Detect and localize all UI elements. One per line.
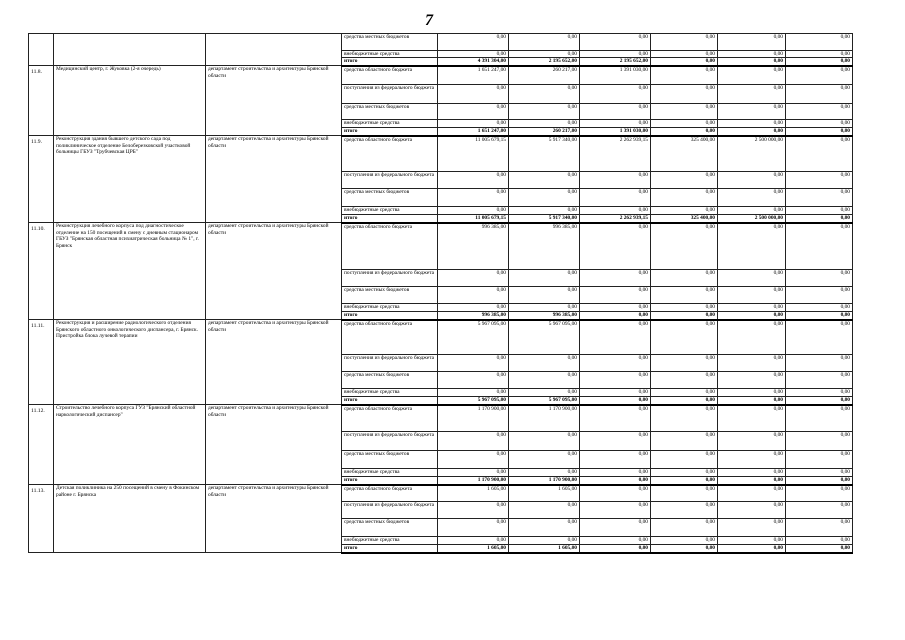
funding-source: средства областного бюджета <box>342 405 438 432</box>
item-name: Реконструкция здания бывшего детского сада под поликлиническое отделение Белоберезковской участковой больницы ГБУЗ "Трубчевская ЦРБ" <box>54 136 206 223</box>
amount-cell: 0,00 <box>718 223 786 270</box>
funding-source: средства местных бюджетов <box>342 372 438 389</box>
item-name: Детская поликлиника на 250 посещений в смену в Фокинском районе г. Брянска <box>54 485 206 553</box>
amount-cell: 1 605,00 <box>509 485 580 502</box>
amount-cell: 0,00 <box>718 372 786 389</box>
amount-cell: 0,00 <box>438 51 509 58</box>
amount-cell: 0,00 <box>509 104 580 120</box>
amount-cell: 0,00 <box>786 372 853 389</box>
amount-cell: 2 195 652,00 <box>580 58 651 66</box>
amount-cell: 0,00 <box>718 128 786 136</box>
amount-cell: 0,00 <box>718 537 786 545</box>
amount-cell: 0,00 <box>580 34 651 51</box>
funding-source: внебюджетные средства <box>342 469 438 477</box>
item-name: Медицинский центр, г. Жуковка (2-я очередь) <box>54 66 206 136</box>
amount-cell: 0,00 <box>580 432 651 451</box>
amount-cell: 0,00 <box>718 451 786 469</box>
amount-cell: 0,00 <box>651 502 718 519</box>
amount-cell: 0,00 <box>786 51 853 58</box>
amount-cell: 0,00 <box>786 223 853 270</box>
amount-cell: 0,00 <box>718 34 786 51</box>
amount-cell: 0,00 <box>438 502 509 519</box>
funding-source: средства местных бюджетов <box>342 104 438 120</box>
item-number: 11.9. <box>29 136 54 223</box>
item-number: 11.10. <box>29 223 54 320</box>
amount-cell: 0,00 <box>651 51 718 58</box>
amount-cell: 2 500 000,00 <box>718 136 786 172</box>
amount-cell: 0,00 <box>651 320 718 355</box>
amount-cell: 5 967 095,00 <box>509 397 580 405</box>
amount-cell: 0,00 <box>651 120 718 128</box>
amount-cell: 0,00 <box>580 270 651 287</box>
amount-cell: 325 400,00 <box>651 215 718 223</box>
amount-cell: 1 605,00 <box>438 485 509 502</box>
amount-cell: 0,00 <box>651 270 718 287</box>
item-name: Строительство лечебного корпуса ГУЗ "Брянский областной наркологический диспансер" <box>54 405 206 485</box>
amount-cell: 0,00 <box>509 389 580 397</box>
amount-cell: 0,00 <box>786 312 853 320</box>
amount-cell: 0,00 <box>438 389 509 397</box>
amount-cell: 996 385,00 <box>509 223 580 270</box>
amount-cell: 0,00 <box>651 355 718 372</box>
amount-cell: 996 385,00 <box>509 312 580 320</box>
amount-cell: 0,00 <box>651 287 718 304</box>
amount-cell: 4 391 304,00 <box>438 58 509 66</box>
amount-cell: 0,00 <box>509 120 580 128</box>
amount-cell: 0,00 <box>509 172 580 189</box>
funding-source: средства местных бюджетов <box>342 287 438 304</box>
item-name <box>54 34 206 66</box>
amount-cell: 0,00 <box>580 372 651 389</box>
funding-source: поступления из федерального бюджета <box>342 172 438 189</box>
amount-cell: 0,00 <box>580 389 651 397</box>
amount-cell: 0,00 <box>438 469 509 477</box>
amount-cell: 1 170 900,00 <box>438 405 509 432</box>
amount-cell: 0,00 <box>718 320 786 355</box>
amount-cell: 0,00 <box>580 469 651 477</box>
amount-cell: 0,00 <box>718 389 786 397</box>
amount-cell: 0,00 <box>509 207 580 215</box>
table-row <box>29 136 853 172</box>
amount-cell: 0,00 <box>718 270 786 287</box>
responsible-department: департамент строительства и архитектуры Брянской области <box>206 485 342 553</box>
amount-cell: 0,00 <box>651 104 718 120</box>
amount-cell: 0,00 <box>509 469 580 477</box>
amount-cell: 0,00 <box>651 405 718 432</box>
amount-cell: 0,00 <box>651 58 718 66</box>
amount-cell: 0,00 <box>580 397 651 405</box>
amount-cell: 0,00 <box>718 85 786 104</box>
program-budget-table <box>28 33 853 554</box>
amount-cell: 0,00 <box>718 432 786 451</box>
amount-cell: 2 500 000,00 <box>718 215 786 223</box>
amount-cell: 0,00 <box>718 545 786 553</box>
amount-cell: 0,00 <box>718 189 786 207</box>
amount-cell: 0,00 <box>580 405 651 432</box>
amount-cell: 0,00 <box>651 189 718 207</box>
amount-cell: 2 262 939,15 <box>580 215 651 223</box>
funding-source: поступления из федерального бюджета <box>342 85 438 104</box>
responsible-department: департамент строительства и архитектуры Брянской области <box>206 66 342 136</box>
item-name: Реконструкция лечебного корпуса под диагностическое отделение на 150 посещений в смену с дневным стационаром ГБУЗ "Брянская областная психиатрическая больница № 1", г. Брянск <box>54 223 206 320</box>
amount-cell: 0,00 <box>786 270 853 287</box>
amount-cell: 0,00 <box>580 172 651 189</box>
amount-cell: 0,00 <box>786 287 853 304</box>
amount-cell: 5 917 340,00 <box>509 215 580 223</box>
amount-cell: 0,00 <box>718 355 786 372</box>
table-row <box>29 34 853 51</box>
amount-cell: 0,00 <box>786 85 853 104</box>
amount-cell: 0,00 <box>509 270 580 287</box>
amount-cell: 1 170 900,00 <box>438 477 509 485</box>
amount-cell: 0,00 <box>580 537 651 545</box>
amount-cell: 0,00 <box>651 519 718 537</box>
amount-cell: 0,00 <box>509 287 580 304</box>
amount-cell: 1 391 030,00 <box>580 128 651 136</box>
amount-cell: 0,00 <box>651 397 718 405</box>
amount-cell: 0,00 <box>786 355 853 372</box>
item-number: 11.8. <box>29 66 54 136</box>
funding-source: средства местных бюджетов <box>342 34 438 51</box>
amount-cell: 0,00 <box>718 66 786 85</box>
amount-cell: 0,00 <box>509 451 580 469</box>
amount-cell: 0,00 <box>786 451 853 469</box>
amount-cell: 0,00 <box>438 104 509 120</box>
funding-source: средства областного бюджета <box>342 66 438 85</box>
amount-cell: 0,00 <box>509 537 580 545</box>
amount-cell: 0,00 <box>786 397 853 405</box>
amount-cell: 1 170 900,00 <box>509 477 580 485</box>
amount-cell: 0,00 <box>509 51 580 58</box>
amount-cell: 0,00 <box>651 372 718 389</box>
amount-cell: 0,00 <box>718 304 786 312</box>
amount-cell: 0,00 <box>786 537 853 545</box>
amount-cell: 0,00 <box>438 172 509 189</box>
item-number: 11.12. <box>29 405 54 485</box>
total-label: итого <box>342 545 438 553</box>
item-name: Реконструкция и расширение радиологического отделения Брянского областного онкологического диспансера, г. Брянск. Пристройка блока лучевой терапии <box>54 320 206 405</box>
amount-cell: 0,00 <box>651 469 718 477</box>
amount-cell: 0,00 <box>438 451 509 469</box>
amount-cell: 0,00 <box>509 189 580 207</box>
amount-cell: 5 917 340,00 <box>509 136 580 172</box>
amount-cell: 0,00 <box>438 287 509 304</box>
amount-cell: 0,00 <box>651 66 718 85</box>
amount-cell: 0,00 <box>580 355 651 372</box>
amount-cell: 0,00 <box>786 304 853 312</box>
table-row <box>29 405 853 432</box>
amount-cell: 0,00 <box>580 320 651 355</box>
amount-cell: 0,00 <box>718 312 786 320</box>
amount-cell: 5 967 095,00 <box>438 320 509 355</box>
amount-cell: 0,00 <box>718 485 786 502</box>
amount-cell: 0,00 <box>580 287 651 304</box>
amount-cell: 0,00 <box>786 545 853 553</box>
funding-source: средства местных бюджетов <box>342 451 438 469</box>
amount-cell: 0,00 <box>509 355 580 372</box>
funding-source: поступления из федерального бюджета <box>342 355 438 372</box>
table-row <box>29 66 853 85</box>
funding-source: средства областного бюджета <box>342 320 438 355</box>
funding-source: внебюджетные средства <box>342 51 438 58</box>
amount-cell: 0,00 <box>651 451 718 469</box>
funding-source: средства местных бюджетов <box>342 519 438 537</box>
amount-cell: 5 967 095,00 <box>509 320 580 355</box>
amount-cell: 0,00 <box>438 34 509 51</box>
total-label: итого <box>342 477 438 485</box>
amount-cell: 1 605,00 <box>438 545 509 553</box>
amount-cell: 0,00 <box>438 189 509 207</box>
amount-cell: 0,00 <box>718 477 786 485</box>
amount-cell: 0,00 <box>786 66 853 85</box>
total-label: итого <box>342 128 438 136</box>
amount-cell: 0,00 <box>786 104 853 120</box>
amount-cell: 0,00 <box>651 85 718 104</box>
amount-cell: 0,00 <box>651 477 718 485</box>
amount-cell: 0,00 <box>438 207 509 215</box>
amount-cell: 0,00 <box>786 477 853 485</box>
amount-cell: 0,00 <box>438 85 509 104</box>
item-number: 11.11. <box>29 320 54 405</box>
amount-cell: 0,00 <box>509 304 580 312</box>
page-number: 7 <box>425 12 433 29</box>
total-label: итого <box>342 215 438 223</box>
amount-cell: 0,00 <box>718 58 786 66</box>
amount-cell: 0,00 <box>651 172 718 189</box>
funding-source: внебюджетные средства <box>342 537 438 545</box>
funding-source: поступления из федерального бюджета <box>342 502 438 519</box>
amount-cell: 0,00 <box>509 519 580 537</box>
amount-cell: 0,00 <box>651 34 718 51</box>
amount-cell: 0,00 <box>718 51 786 58</box>
amount-cell: 0,00 <box>786 405 853 432</box>
amount-cell: 325 400,00 <box>651 136 718 172</box>
funding-source: поступления из федерального бюджета <box>342 432 438 451</box>
amount-cell: 0,00 <box>651 128 718 136</box>
amount-cell: 0,00 <box>786 432 853 451</box>
amount-cell: 0,00 <box>786 519 853 537</box>
amount-cell: 0,00 <box>651 304 718 312</box>
amount-cell: 0,00 <box>718 172 786 189</box>
amount-cell: 0,00 <box>718 104 786 120</box>
amount-cell: 0,00 <box>580 312 651 320</box>
amount-cell: 0,00 <box>580 502 651 519</box>
funding-source: средства областного бюджета <box>342 136 438 172</box>
amount-cell: 0,00 <box>786 502 853 519</box>
total-label: итого <box>342 312 438 320</box>
amount-cell: 0,00 <box>509 34 580 51</box>
amount-cell: 0,00 <box>718 287 786 304</box>
amount-cell: 0,00 <box>580 51 651 58</box>
amount-cell: 0,00 <box>718 519 786 537</box>
amount-cell: 0,00 <box>651 537 718 545</box>
amount-cell: 0,00 <box>580 189 651 207</box>
total-label: итого <box>342 397 438 405</box>
amount-cell: 0,00 <box>651 207 718 215</box>
amount-cell: 0,00 <box>651 223 718 270</box>
funding-source: внебюджетные средства <box>342 389 438 397</box>
amount-cell: 0,00 <box>786 207 853 215</box>
funding-source: поступления из федерального бюджета <box>342 270 438 287</box>
amount-cell: 1 651 247,00 <box>438 128 509 136</box>
amount-cell: 0,00 <box>509 372 580 389</box>
amount-cell: 260 217,00 <box>509 128 580 136</box>
amount-cell: 0,00 <box>718 405 786 432</box>
amount-cell: 0,00 <box>786 189 853 207</box>
table-row <box>29 485 853 502</box>
funding-source: средства областного бюджета <box>342 223 438 270</box>
amount-cell: 0,00 <box>786 172 853 189</box>
amount-cell: 0,00 <box>580 85 651 104</box>
table-row <box>29 320 853 355</box>
amount-cell: 0,00 <box>651 312 718 320</box>
responsible-department: департамент строительства и архитектуры Брянской области <box>206 136 342 223</box>
amount-cell: 2 195 652,00 <box>509 58 580 66</box>
amount-cell: 0,00 <box>786 128 853 136</box>
item-number: 11.13. <box>29 485 54 553</box>
table-row <box>29 223 853 270</box>
amount-cell: 260 217,00 <box>509 66 580 85</box>
amount-cell: 0,00 <box>438 519 509 537</box>
responsible-department <box>206 34 342 66</box>
amount-cell: 0,00 <box>786 120 853 128</box>
amount-cell: 0,00 <box>438 355 509 372</box>
amount-cell: 0,00 <box>580 485 651 502</box>
funding-source: средства местных бюджетов <box>342 189 438 207</box>
amount-cell: 0,00 <box>438 537 509 545</box>
responsible-department: департамент строительства и архитектуры Брянской области <box>206 223 342 320</box>
amount-cell: 0,00 <box>651 389 718 397</box>
funding-source: внебюджетные средства <box>342 120 438 128</box>
amount-cell: 0,00 <box>651 485 718 502</box>
amount-cell: 11 005 679,15 <box>438 136 509 172</box>
amount-cell: 0,00 <box>580 104 651 120</box>
amount-cell: 2 262 939,15 <box>580 136 651 172</box>
amount-cell: 0,00 <box>786 320 853 355</box>
amount-cell: 1 605,00 <box>509 545 580 553</box>
amount-cell: 0,00 <box>509 502 580 519</box>
amount-cell: 1 170 900,00 <box>509 405 580 432</box>
funding-source: средства областного бюджета <box>342 485 438 502</box>
amount-cell: 0,00 <box>580 207 651 215</box>
amount-cell: 0,00 <box>509 432 580 451</box>
funding-source: внебюджетные средства <box>342 207 438 215</box>
amount-cell: 1 651 247,00 <box>438 66 509 85</box>
responsible-department: департамент строительства и архитектуры Брянской области <box>206 320 342 405</box>
amount-cell: 0,00 <box>438 270 509 287</box>
responsible-department: департамент строительства и архитектуры Брянской области <box>206 405 342 485</box>
amount-cell: 0,00 <box>509 85 580 104</box>
amount-cell: 0,00 <box>786 58 853 66</box>
amount-cell: 996 385,00 <box>438 223 509 270</box>
amount-cell: 0,00 <box>438 304 509 312</box>
amount-cell: 0,00 <box>786 389 853 397</box>
amount-cell: 0,00 <box>438 120 509 128</box>
amount-cell: 0,00 <box>786 215 853 223</box>
amount-cell: 1 391 030,00 <box>580 66 651 85</box>
amount-cell: 0,00 <box>786 469 853 477</box>
amount-cell: 5 967 095,00 <box>438 397 509 405</box>
amount-cell: 0,00 <box>438 432 509 451</box>
amount-cell: 0,00 <box>580 120 651 128</box>
amount-cell: 0,00 <box>580 223 651 270</box>
amount-cell: 11 005 679,15 <box>438 215 509 223</box>
item-number <box>29 34 54 66</box>
amount-cell: 996 385,00 <box>438 312 509 320</box>
amount-cell: 0,00 <box>580 545 651 553</box>
funding-source: внебюджетные средства <box>342 304 438 312</box>
amount-cell: 0,00 <box>786 34 853 51</box>
amount-cell: 0,00 <box>651 432 718 451</box>
amount-cell: 0,00 <box>580 451 651 469</box>
amount-cell: 0,00 <box>786 136 853 172</box>
amount-cell: 0,00 <box>718 469 786 477</box>
amount-cell: 0,00 <box>786 485 853 502</box>
amount-cell: 0,00 <box>718 207 786 215</box>
amount-cell: 0,00 <box>580 477 651 485</box>
amount-cell: 0,00 <box>718 502 786 519</box>
amount-cell: 0,00 <box>651 545 718 553</box>
amount-cell: 0,00 <box>718 120 786 128</box>
amount-cell: 0,00 <box>580 304 651 312</box>
total-label: итого <box>342 58 438 66</box>
amount-cell: 0,00 <box>438 372 509 389</box>
amount-cell: 0,00 <box>580 519 651 537</box>
amount-cell: 0,00 <box>718 397 786 405</box>
